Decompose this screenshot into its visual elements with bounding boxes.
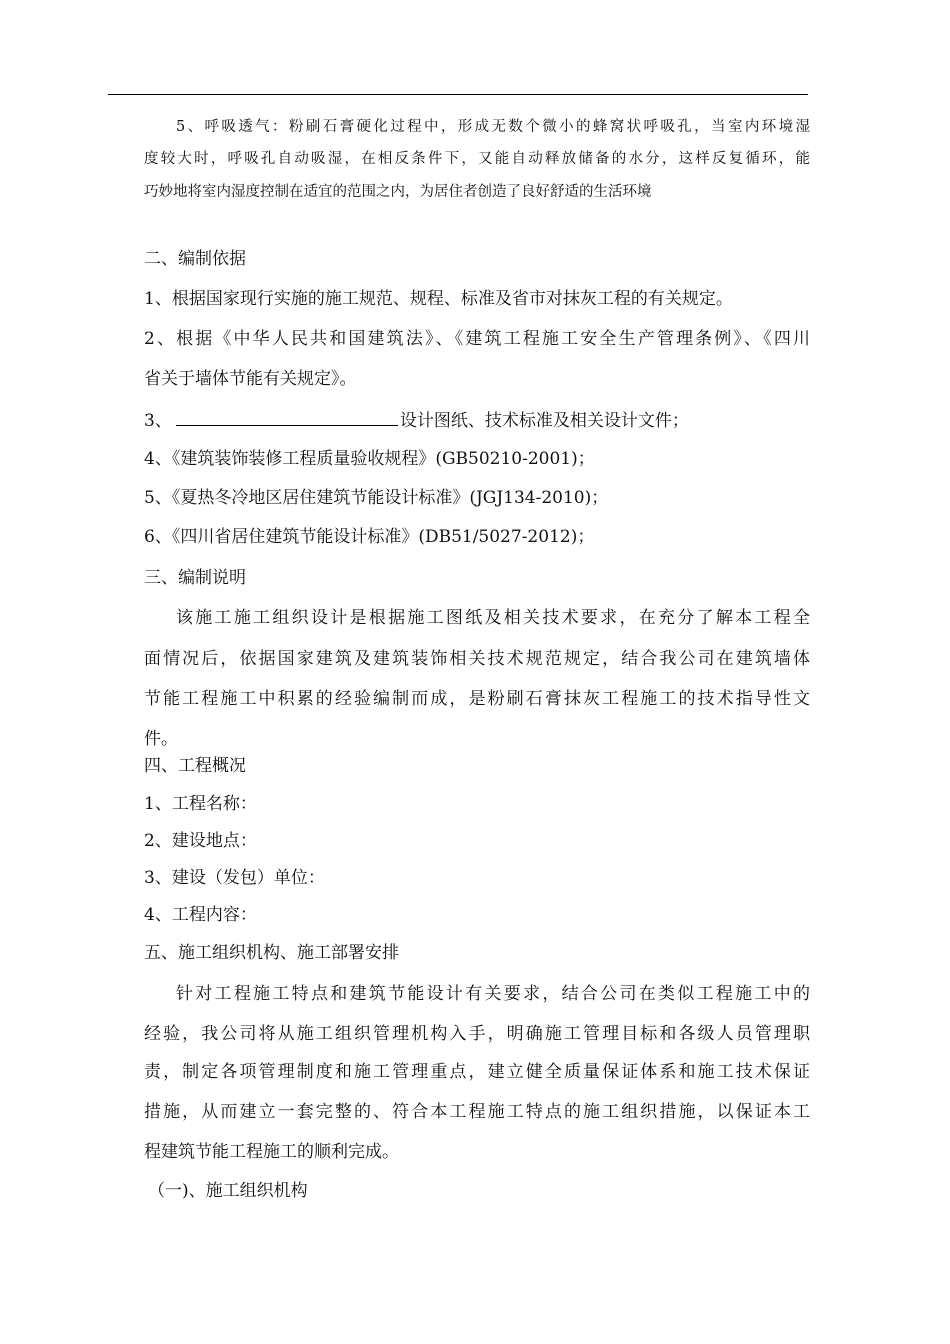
section-2-item-3-suffix: 设计图纸、技术标准及相关设计文件； [399, 411, 689, 431]
section-2-item-6: 6、《四川省居住建筑节能设计标准》(DB51/5027-2012)； [144, 527, 595, 547]
section-3-line-3: 节能工程施工中积累的经验编制而成，是粉刷石膏抹灰工程施工的技术指导性文 [144, 689, 810, 709]
header-rule [108, 94, 808, 95]
section-5-heading: 五、施工组织机构、施工部署安排 [144, 943, 399, 963]
section-3-heading: 三、编制说明 [144, 568, 246, 588]
section-5-line-1: 针对工程施工特点和建筑节能设计有关要求，结合公司在类似工程施工中的 [176, 984, 810, 1004]
intro-line-2: 度较大时，呼吸孔自动吸湿，在相反条件下，又能自动释放储备的水分，这样反复循环，能 [144, 151, 810, 167]
section-2-item-2-line-1: 2、根据《中华人民共和国建筑法》、《建筑工程施工安全生产管理条例》、《四川 [144, 329, 810, 349]
section-2-item-4: 4、《建筑装饰装修工程质量验收规程》(GB50210-2001)； [144, 449, 595, 469]
section-5-line-4: 措施，从而建立一套完整的、符合本工程施工特点的施工组织措施，以保证本工 [144, 1102, 810, 1122]
section-2-item-2-line-2: 省关于墙体节能有关规定》。 [144, 369, 357, 389]
blank-fill-line [176, 407, 398, 426]
section-5-line-3: 责，制定各项管理制度和施工管理重点，建立健全质量保证体系和施工技术保证 [144, 1062, 810, 1082]
section-2-heading: 二、编制依据 [144, 249, 246, 269]
section-2-item-3-prefix: 3、 [144, 411, 172, 431]
section-4-item-4: 4、工程内容： [144, 905, 257, 925]
section-2-item-1: 1、根据国家现行实施的施工规范、规程、标准及省市对抹灰工程的有关规定。 [144, 289, 733, 309]
section-5-line-5: 程建筑节能工程施工的顺利完成。 [144, 1142, 399, 1162]
section-3-line-1: 该施工施工组织设计是根据施工图纸及相关技术要求，在充分了解本工程全 [176, 608, 810, 628]
section-4-item-3: 3、建设（发包）单位： [144, 868, 325, 888]
section-5-sub-heading: （一)、施工组织机构 [148, 1181, 308, 1201]
intro-line-1: 5、呼吸透气：粉刷石膏硬化过程中，形成无数个微小的蜂窝状呼吸孔，当室内环境湿 [176, 119, 810, 135]
section-4-item-2: 2、建设地点： [144, 831, 257, 851]
section-4-item-1: 1、工程名称： [144, 794, 257, 814]
section-5-line-2: 经验，我公司将从施工组织管理机构入手，明确施工管理目标和各级人员管理职 [144, 1024, 810, 1044]
intro-line-3: 巧妙地将室内湿度控制在适宜的范围之内，为居住者创造了良好舒适的生活环境 [144, 184, 652, 200]
section-3-line-4: 件。 [144, 729, 178, 749]
section-4-heading: 四、工程概况 [144, 756, 246, 776]
section-2-item-5: 5、《夏热冬冷地区居住建筑节能设计标准》(JGJ134-2010)； [144, 488, 609, 508]
section-3-line-2: 面情况后，依据国家建筑及建筑装饰相关技术规范规定，结合我公司在建筑墙体 [144, 649, 810, 669]
section-2-item-3 [144, 407, 810, 433]
